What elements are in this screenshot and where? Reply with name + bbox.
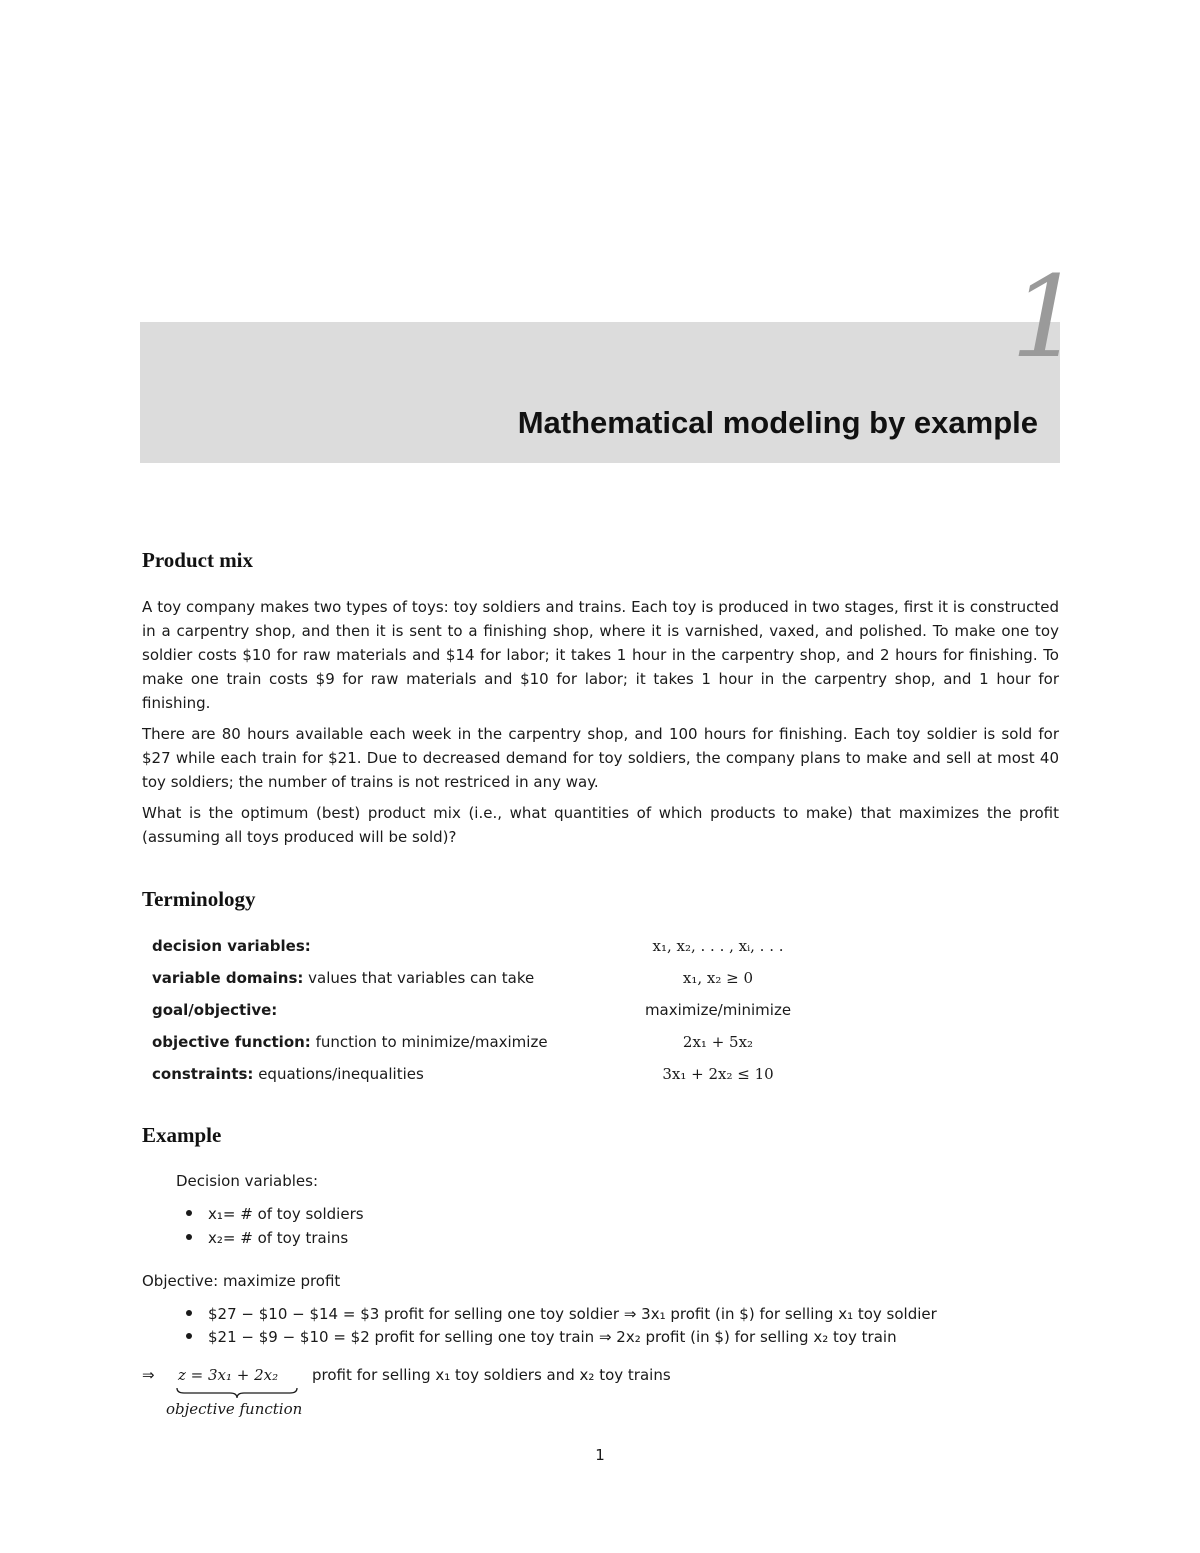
term: constraints: <box>152 1065 254 1083</box>
list-item: x₁= # of toy soldiers <box>186 1203 364 1225</box>
objective-function-label: objective function <box>166 1400 303 1418</box>
term-example: maximize/minimize <box>644 1001 792 1019</box>
paragraph: What is the optimum (best) product mix (i.e., what quantities of which products to make) that maximizes the profit (assuming all toys produced will be sold)? <box>142 804 1059 846</box>
terminology-row <box>152 966 872 996</box>
objective-description: profit for selling x₁ toy soldiers and x₂ toy trains <box>312 1366 671 1384</box>
terminology-row <box>152 934 872 964</box>
chapter-title: Mathematical modeling by example <box>517 405 1038 440</box>
term: objective function: <box>152 1033 311 1051</box>
terminology-row <box>152 1030 872 1060</box>
term-description: values that variables can take <box>303 969 535 987</box>
paragraph: A toy company makes two types of toys: toy soldiers and trains. Each toy is produced in two stages, first it is constructed in a carpentry shop, and then it is sent to a finishing shop, where it is varnished, vaxed, and polished. To make one toy soldier costs $10 for raw materials and $14 for labor; it takes 1 hour in the carpentry shop, and 2 hours for finishing. To make one train costs $9 for raw materials and $10 for labor; it takes 1 hour in the carpentry shop, and 1 hour for finishing. <box>142 598 1059 712</box>
term-description: equations/inequalities <box>253 1065 424 1083</box>
terminology-row <box>152 1062 872 1092</box>
list-item: $21 − $9 − $10 = $2 profit for selling one toy train ⇒ 2x₂ profit (in $) for selling x₂ toy train <box>186 1326 897 1348</box>
list-item: x₂= # of toy trains <box>186 1227 348 1249</box>
term-example: x₁, x₂ ≥ 0 <box>682 969 754 987</box>
section-heading-terminology: Terminology <box>142 887 256 911</box>
implies-arrow: ⇒ <box>142 1366 155 1384</box>
section-heading-example: Example <box>142 1123 222 1147</box>
decision-variables-label: Decision variables: <box>176 1172 319 1190</box>
term: goal/objective: <box>152 1001 278 1019</box>
chapter-number: 1 <box>1010 253 1082 383</box>
terminology-row <box>152 998 872 1028</box>
term-example: x₁, x₂, . . . , xᵢ, . . . <box>652 937 784 955</box>
term-example: 3x₁ + 2x₂ ≤ 10 <box>662 1065 774 1083</box>
term-example: 2x₁ + 5x₂ <box>682 1033 754 1051</box>
term-description: function to minimize/maximize <box>310 1033 548 1051</box>
section-heading-product-mix: Product mix <box>142 548 254 572</box>
objective-label: Objective: maximize profit <box>142 1272 341 1290</box>
product-mix-body <box>142 595 1059 856</box>
objective-formula: z = 3x₁ + 2x₂ <box>178 1366 279 1384</box>
list-item: $27 − $10 − $14 = $3 profit for selling one toy soldier ⇒ 3x₁ profit (in $) for selling x₁ toy soldier <box>186 1303 937 1325</box>
term: variable domains: <box>152 969 304 987</box>
chapter-header-band <box>140 322 1060 463</box>
paragraph: There are 80 hours available each week in the carpentry shop, and 100 hours for finishing. Each toy soldier is sold for $27 while each train for $21. Due to decreased demand for toy soldiers, the company plans to make and sell at most 40 toy soldiers; the number of trains is not restriced in any way. <box>142 725 1059 791</box>
page-number: 1 <box>595 1446 605 1464</box>
term: decision variables: <box>152 937 311 955</box>
underbrace-icon <box>176 1387 298 1399</box>
